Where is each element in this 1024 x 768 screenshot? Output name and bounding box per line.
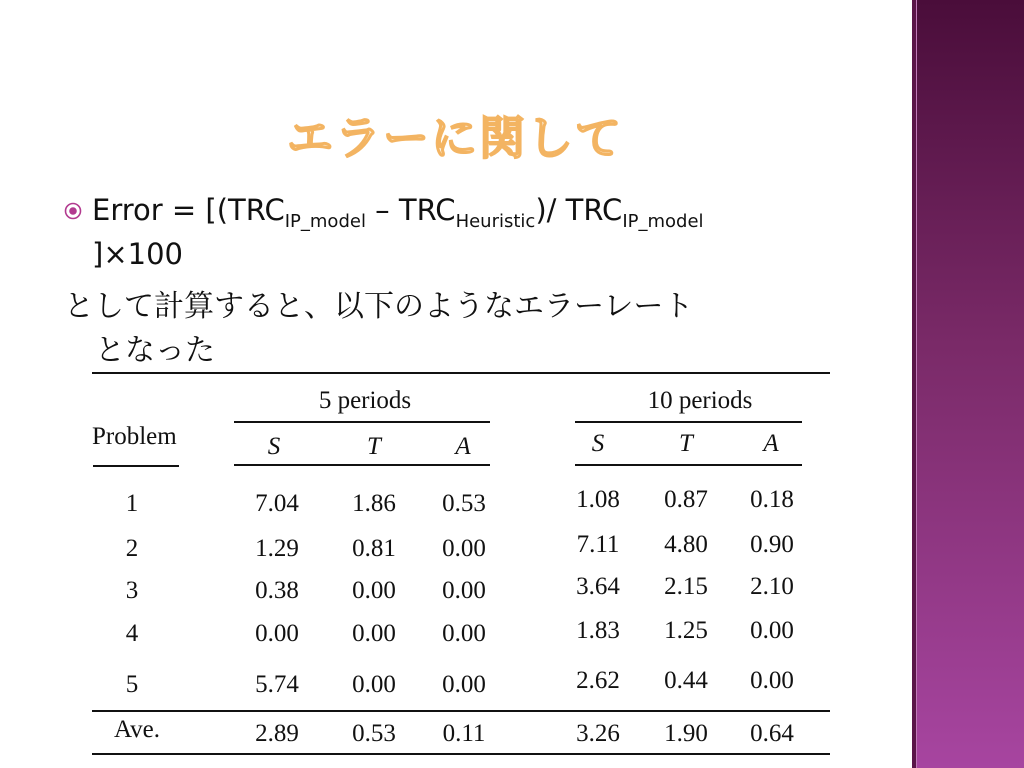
average-cell: 0.53 [352,720,396,747]
average-cell: 2.89 [255,720,299,747]
value-cell: 0.00 [442,535,486,562]
problem-cell: 3 [125,577,139,604]
formula-subscript: IP_model [284,211,366,232]
problem-header: Problem [92,423,177,450]
table-top-rule [92,372,830,374]
error-formula [92,193,704,232]
value-cell: 0.18 [750,486,794,513]
formula-text: Error = [(TRC [92,193,285,227]
value-cell: 0.00 [442,671,486,698]
value-cell: 2.10 [750,573,794,600]
value-cell: 5.74 [255,671,299,698]
value-cell: 2.62 [576,667,620,694]
sub-header-s-10: S [591,430,605,457]
table-bottom-rule [92,753,830,755]
value-cell: 0.00 [255,620,299,647]
bullet-circle-icon [64,202,82,220]
average-cell: 3.26 [576,720,620,747]
group-10-header: 10 periods [647,387,753,414]
value-cell: 0.53 [442,490,486,517]
description-line-1: として計算すると、以下のようなエラーレート [64,289,694,324]
formula-text: – TRC [365,193,456,227]
sub-header-10-underline [575,464,802,466]
sub-header-a-10: A [763,430,779,457]
value-cell: 7.04 [255,490,299,517]
group-5-header: 5 periods [318,387,412,414]
average-rule [92,710,830,712]
problem-header-underline [93,465,179,467]
value-cell: 0.90 [750,531,794,558]
value-cell: 0.00 [352,620,396,647]
value-cell: 0.81 [352,535,396,562]
average-label: Ave. [113,716,161,743]
formula-text: )/ TRC [535,193,623,227]
sub-header-t-10: T [679,430,693,457]
sub-header-t-5: T [367,433,381,460]
value-cell: 0.00 [750,617,794,644]
value-cell: 0.00 [442,620,486,647]
value-cell: 0.00 [352,577,396,604]
value-cell: 0.00 [750,667,794,694]
average-cell: 0.11 [442,720,486,747]
value-cell: 7.11 [576,531,620,558]
problem-cell: 5 [125,671,139,698]
group-5-underline [234,421,490,423]
average-cell: 0.64 [750,720,794,747]
sub-header-5-underline [234,464,490,466]
value-cell: 3.64 [576,573,620,600]
sub-header-s-5: S [267,433,281,460]
value-cell: 2.15 [664,573,708,600]
value-cell: 0.00 [442,577,486,604]
error-formula-continued: ]×100 [92,237,183,271]
value-cell: 0.00 [352,671,396,698]
value-cell: 1.25 [664,617,708,644]
average-cell: 1.90 [664,720,708,747]
value-cell: 0.87 [664,486,708,513]
slide-title: エラーに関して [287,111,623,165]
value-cell: 1.29 [255,535,299,562]
formula-subscript: IP_model [622,211,704,232]
value-cell: 0.38 [255,577,299,604]
problem-cell: 2 [125,535,139,562]
value-cell: 1.83 [576,617,620,644]
description-line-2: となった [95,333,215,368]
formula-subscript: Heuristic [455,211,536,232]
sub-header-a-5: A [455,433,471,460]
decorative-side-bar [912,0,1024,768]
value-cell: 1.08 [576,486,620,513]
value-cell: 1.86 [352,490,396,517]
problem-cell: 4 [125,620,139,647]
value-cell: 0.44 [664,667,708,694]
problem-cell: 1 [125,490,139,517]
value-cell: 4.80 [664,531,708,558]
group-10-underline [575,421,802,423]
